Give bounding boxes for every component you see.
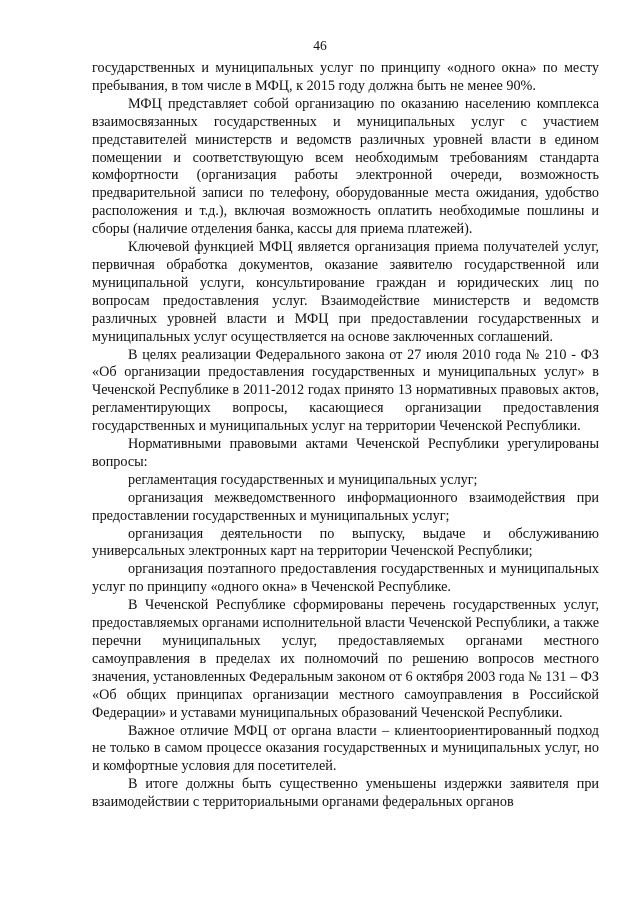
list-item-interagency-interaction: организация межведомственного информационного взаимодействия при предоставлении государственных и муниципальных услуг;	[92, 489, 599, 524]
list-item-electronic-cards: организация деятельности по выпуску, выдаче и обслуживанию универсальных электронных карт на территории Чеченской Республики;	[92, 525, 599, 560]
paragraph-service-lists: В Чеченской Республике сформированы перечень государственных услуг, предоставляемых органами исполнительной власти Чеченской Республики, а также перечни муниципальных услуг, предоставляемых органами местного самоуправления в пределах их полномочий по решению вопросов местного значения, установленных Федеральным законом от 6 октября 2003 года № 131 – ФЗ «Об общих принципах организации местного самоуправления в Российской Федерации» и уставами муниципальных образований Чеченской Республики.	[92, 597, 599, 721]
paragraph-mfc-difference: Важное отличие МФЦ от органа власти – клиентоориентированный подход не только в самом процессе оказания государственных и муниципальных услуг, но и комфортные условия для посетителей.	[92, 722, 599, 775]
paragraph-mfc-key-function: Ключевой функцией МФЦ является организация приема получателей услуг, первичная обработка документов, оказание заявителю государственной или муниципальной услуги, консультирование граждан и юридических лиц по вопросам предоставления услуг. Взаимодействие министерств и ведомств различных уровней власти и МФЦ при предоставлении государственных и муниципальных услуг осуществляется на основе заключенных соглашений.	[92, 239, 599, 345]
list-item-one-window: организация поэтапного предоставления государственных и муниципальных услуг по принципу «одного окна» в Чеченской Республике.	[92, 561, 599, 596]
paragraph-continuation: государственных и муниципальных услуг по принципу «одного окна» по месту пребывания, в том числе в МФЦ, к 2015 году должна быть не менее 90%.	[92, 60, 599, 94]
paragraph-reduced-costs: В итоге должны быть существенно уменьшены издержки заявителя при взаимодействии с территориальными органами федеральных органов	[92, 776, 599, 811]
page-number: 46	[313, 38, 327, 53]
paragraph-federal-law-210: В целях реализации Федерального закона от 27 июля 2010 года № 210 - ФЗ «Об организации предоставления государственных и муниципальных услуг» в Чеченской Республике в 2011-2012 годах принято 13 нормативных правовых актов, регламентирующих вопросы, касающиеся организации предоставления государственных и муниципальных услуг на территории Чеченской Республики.	[92, 346, 599, 435]
paragraph-regulated-issues-intro: Нормативными правовыми актами Чеченской Республики урегулированы вопросы:	[92, 436, 599, 470]
paragraph-mfc-definition: МФЦ представляет собой организацию по оказанию населению комплекса взаимосвязанных государственных и муниципальных услуг с участием представителей министерств и ведомств различных уровней власти в едином помещении и соответствующую всем необходимым требованиям стандарта комфортности (организация работы электронной очереди, возможность предварительной записи по телефону, оборудованные места ожидания, удобство расположения и т.д.), включая возможность оплатить необходимые пошлины и сборы (наличие отделения банка, кассы для приема платежей).	[92, 95, 599, 238]
document-body	[92, 60, 599, 812]
list-item-regulation: регламентация государственных и муниципальных услуг;	[128, 471, 478, 488]
